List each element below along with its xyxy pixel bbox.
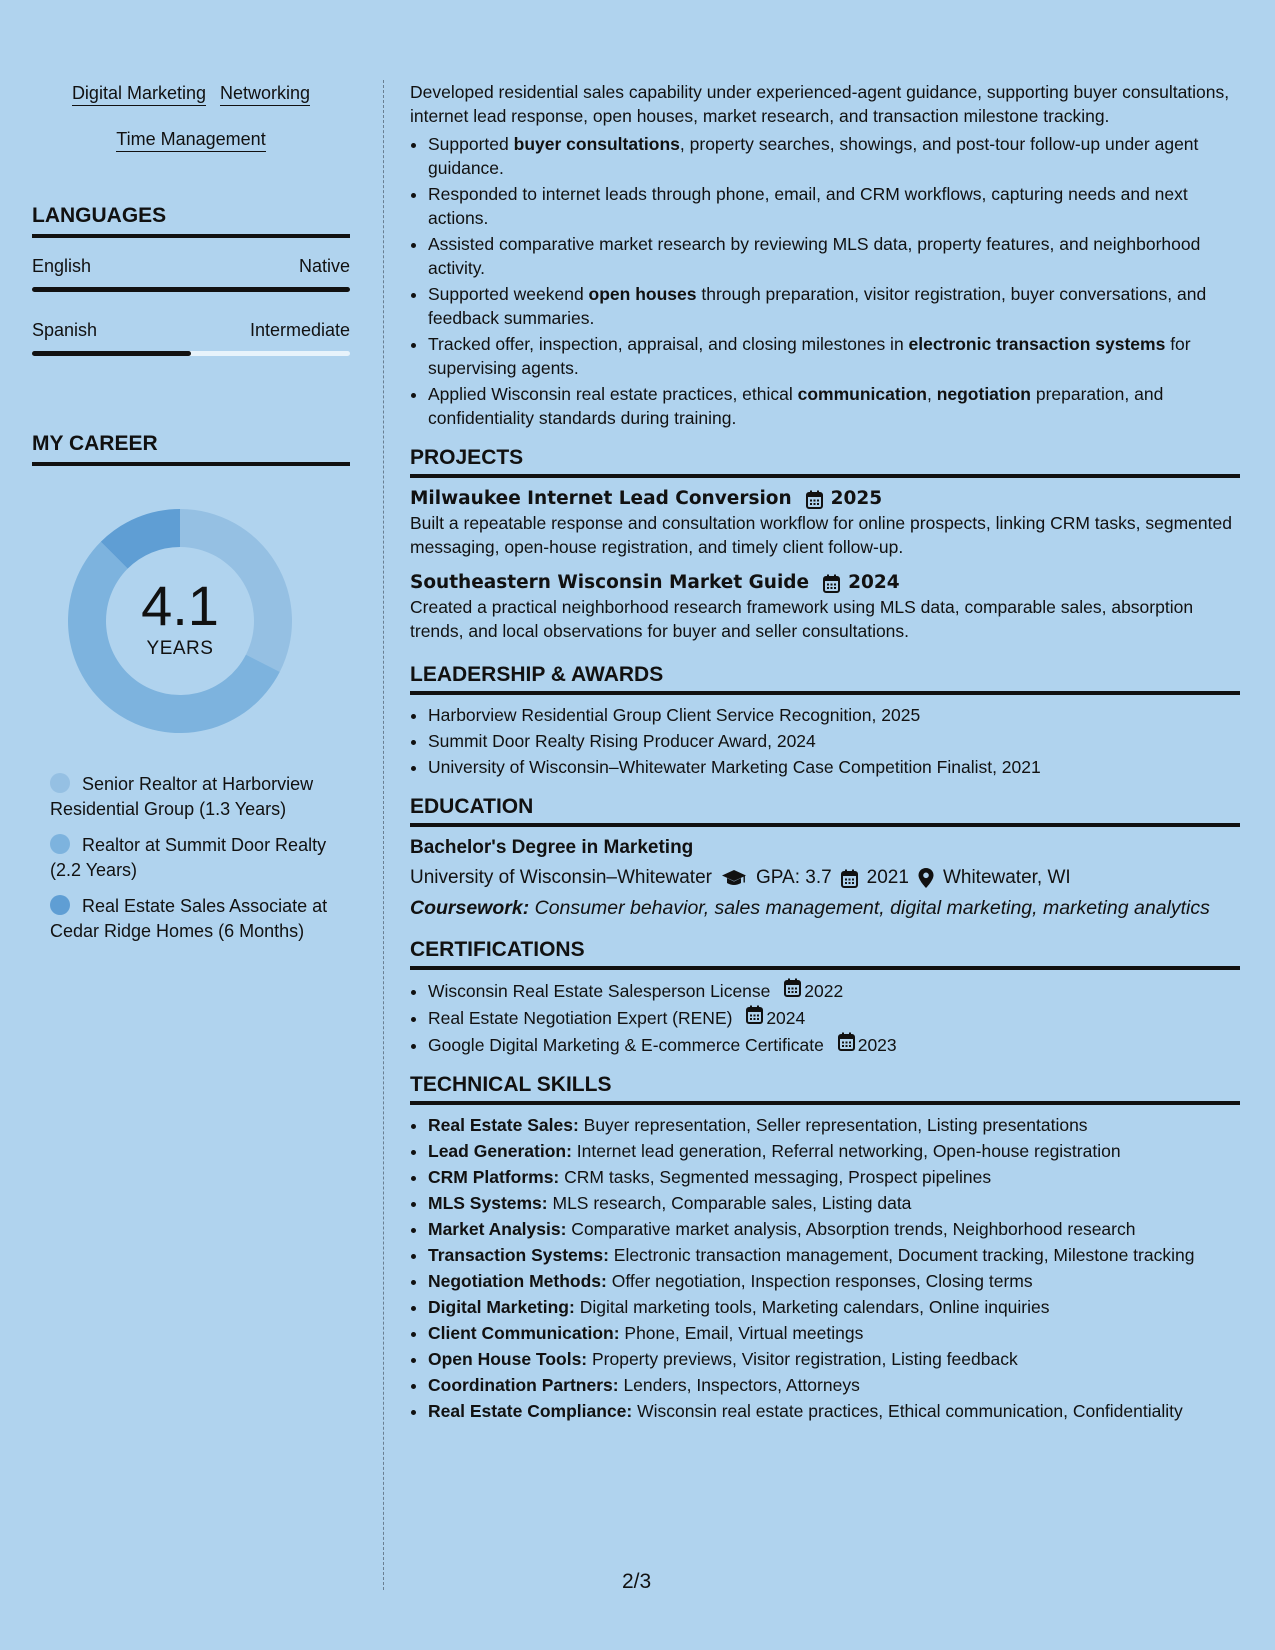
technical-skill-item: • CRM Platforms: CRM tasks, Segmented messaging, Prospect pipelines	[428, 1165, 1240, 1189]
experience-bullets	[410, 132, 1240, 430]
school-location: Whitewater, WI	[942, 867, 1071, 888]
technical-skill-item: • Lead Generation: Internet lead generation, Referral networking, Open-house registration	[428, 1139, 1240, 1163]
career-legend-item	[50, 772, 350, 822]
calendar-icon	[841, 869, 858, 888]
donut-center	[65, 574, 295, 660]
legend-dot	[50, 834, 70, 854]
career-total-years: 4.1	[141, 574, 219, 637]
experience-bullet: • Supported weekend open houses through preparation, visitor registration, buyer conversations, and feedback summaries.	[428, 282, 1240, 330]
technical-skill-item: • Real Estate Sales: Buyer representation, Seller representation, Listing presentations	[428, 1113, 1240, 1137]
technical-skill-item: • MLS Systems: MLS research, Comparable sales, Listing data	[428, 1191, 1240, 1215]
certification-name: Wisconsin Real Estate Salesperson License	[428, 981, 771, 1001]
calendar-icon	[746, 1005, 763, 1024]
leadership-item: • Harborview Residential Group Client Service Recognition, 2025	[428, 703, 1240, 727]
language-name: English	[32, 256, 92, 276]
language-proficiency-bar	[32, 351, 350, 356]
project-description: Built a repeatable response and consultation workflow for online prospects, linking CRM tasks, segmented messaging, open-house registration, and timely client follow-up.	[410, 513, 1232, 557]
certification-year: 2023	[857, 1035, 897, 1055]
career-legend-item	[50, 894, 350, 944]
experience-bullet: • Tracked offer, inspection, appraisal, and closing milestones in electronic transaction systems for supervising agents.	[428, 332, 1240, 380]
project-item	[410, 487, 1240, 559]
language-proficiency-fill	[32, 351, 191, 356]
legend-dot	[50, 773, 70, 793]
education-heading: EDUCATION	[410, 795, 1240, 827]
calendar-icon	[838, 1032, 855, 1051]
project-description: Created a practical neighborhood research framework using MLS data, comparable sales, absorption trends, and local observations for buyer and seller consultations.	[410, 597, 1194, 641]
projects-heading: PROJECTS	[410, 446, 1240, 478]
gpa: GPA: 3.7	[755, 867, 832, 888]
technical-skill-item: • Client Communication: Phone, Email, Virtual meetings	[428, 1321, 1240, 1345]
technical-skill-item: • Open House Tools: Property previews, Visitor registration, Listing feedback	[428, 1347, 1240, 1371]
languages-heading: LANGUAGES	[32, 204, 350, 238]
language-proficiency-bar	[32, 287, 350, 292]
technical-skill-item: • Market Analysis: Comparative market analysis, Absorption trends, Neighborhood research	[428, 1217, 1240, 1241]
coursework	[410, 896, 1240, 920]
career-legend	[50, 772, 350, 944]
experience-bullet: • Assisted comparative market research by reviewing MLS data, property features, and neighborhood activity.	[428, 232, 1240, 280]
sidebar	[32, 84, 350, 955]
skill-tag: Networking	[220, 82, 310, 106]
career-years-label: YEARS	[146, 638, 214, 659]
certification-item	[428, 978, 1240, 1003]
legend-dot	[50, 895, 70, 915]
technical-skill-item: • Coordination Partners: Lenders, Inspectors, Attorneys	[428, 1373, 1240, 1397]
certification-item	[428, 1005, 1240, 1030]
technical-skill-item: • Digital Marketing: Digital marketing tools, Marketing calendars, Online inquiries	[428, 1295, 1240, 1319]
technical-skill-item: • Negotiation Methods: Offer negotiation, Inspection responses, Closing terms	[428, 1269, 1240, 1293]
skill-tag: Time Management	[116, 128, 265, 152]
experience-section	[410, 80, 1240, 430]
language-level: Intermediate	[249, 320, 350, 340]
graduation-year: 2021	[866, 867, 909, 888]
page-number: 2/3	[622, 1570, 652, 1593]
leadership-item: • University of Wisconsin–Whitewater Marketing Case Competition Finalist, 2021	[428, 755, 1240, 779]
technical-skills-section	[410, 1073, 1240, 1423]
calendar-icon	[784, 978, 801, 997]
technical-skills-heading: TECHNICAL SKILLS	[410, 1073, 1240, 1105]
project-item	[410, 571, 1240, 643]
certifications-list	[410, 978, 1240, 1057]
experience-bullet: • Applied Wisconsin real estate practices, ethical communication, negotiation preparation, and confidentiality standards during training.	[428, 382, 1240, 430]
certification-year: 2024	[766, 1008, 806, 1028]
language-name: Spanish	[32, 320, 98, 340]
leadership-list	[410, 703, 1240, 779]
skill-tags	[32, 70, 350, 162]
coursework-label: Coursework:	[410, 897, 530, 919]
project-title: Southeastern Wisconsin Market Guide	[410, 572, 810, 593]
leadership-section	[410, 663, 1240, 779]
project-year: 2025	[830, 488, 883, 509]
career-legend-item	[50, 833, 350, 883]
certifications-heading: CERTIFICATIONS	[410, 938, 1240, 970]
experience-summary: Developed residential sales capability under experienced-agent guidance, supporting buyer consultations, internet lead response, open houses, market research, and transaction milestone tracking.	[410, 82, 1230, 126]
calendar-icon	[806, 490, 823, 509]
certification-year: 2022	[804, 981, 844, 1001]
certification-item	[428, 1032, 1240, 1057]
project-year: 2024	[848, 572, 900, 593]
language-item	[32, 320, 350, 356]
career-legend-label: Real Estate Sales Associate at Cedar Ridge Homes (6 Months)	[50, 896, 328, 941]
language-item	[32, 256, 350, 292]
technical-skill-item: • Real Estate Compliance: Wisconsin real estate practices, Ethical communication, Confidentiality	[428, 1399, 1240, 1423]
coursework-list: Consumer behavior, sales management, digital marketing, marketing analytics	[529, 897, 1210, 919]
experience-bullet: • Supported buyer consultations, property searches, showings, and post-tour follow-up under agent guidance.	[428, 132, 1240, 180]
school-name: University of Wisconsin–Whitewater	[410, 867, 712, 888]
language-level: Native	[298, 256, 350, 276]
projects-section	[410, 446, 1240, 643]
certification-name: Real Estate Negotiation Expert (RENE)	[428, 1008, 733, 1028]
project-title: Milwaukee Internet Lead Conversion	[410, 488, 792, 509]
experience-bullet: • Responded to internet leads through phone, email, and CRM workflows, capturing needs and next actions.	[428, 182, 1240, 230]
education-section	[410, 795, 1240, 920]
graduation-cap-icon	[721, 869, 747, 887]
calendar-icon	[823, 574, 840, 593]
language-proficiency-fill	[32, 287, 350, 292]
map-pin-icon	[918, 868, 934, 888]
degree-title: Bachelor's Degree in Marketing	[410, 837, 694, 858]
career-legend-label: Senior Realtor at Harborview Residential Group (1.3 Years)	[50, 774, 314, 819]
certifications-section	[410, 938, 1240, 1057]
career-donut-chart	[65, 506, 295, 736]
certification-name: Google Digital Marketing & E-commerce Certificate	[428, 1035, 824, 1055]
leadership-item: • Summit Door Realty Rising Producer Award, 2024	[428, 729, 1240, 753]
column-divider	[383, 80, 384, 1590]
education-details	[410, 866, 1240, 890]
career-legend-label: Realtor at Summit Door Realty (2.2 Years)	[50, 835, 327, 880]
career-heading: MY CAREER	[32, 432, 350, 466]
skill-tag: Digital Marketing	[72, 82, 206, 106]
main-column	[410, 80, 1240, 1425]
technical-skill-item: • Transaction Systems: Electronic transaction management, Document tracking, Milestone tracking	[428, 1243, 1240, 1267]
technical-skills-list	[410, 1113, 1240, 1423]
leadership-heading: LEADERSHIP & AWARDS	[410, 663, 1240, 695]
